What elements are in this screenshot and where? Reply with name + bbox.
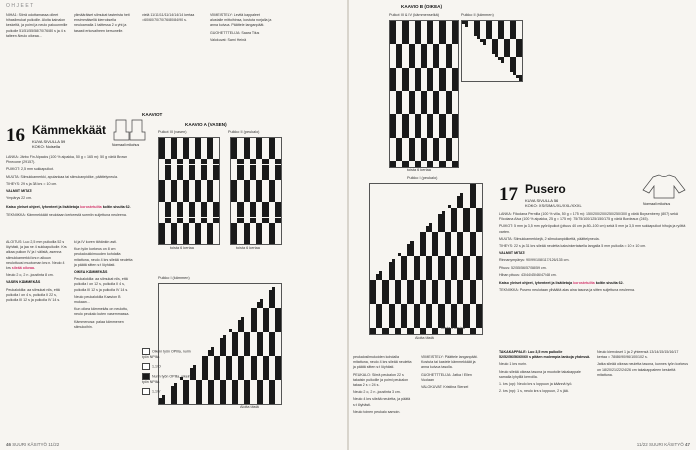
chart-caption: Puikko I (kämmen) [158, 276, 190, 280]
chart-cell [211, 401, 214, 404]
chart-cell [259, 241, 262, 244]
chart-cell [386, 331, 389, 334]
text-column: VIIMEISTELY: Levitä kappaleet alustalle mittoihinsa, kostuta norjalla ja anna kuivua. Päättele langanpäät. GUOHETTTELIJA: Saara Tilus Valokuvat: Sami Heinä [210, 13, 272, 42]
instructions-column: ki ja IV koren tähänkin asti. Kun työn korkeus on 8 cm peukaloukkimuuden kohdalta mitattuna, neulo 4 krs sileää neuletta ja päätä sitten s:t löyhästi. OIKEA KÄMMEKÄS Peukalokiila: aa silmukat nils, että puikolla I on 12 s, puikolla II 4 s, puikolla III 12 s ja puikolla IV 14 s. Neulo peukalokiila Kaavion B mukaan... Kun oikea kämmekäs on neulottu, neulo peukalo kuten vasemmassa. Kämmenosa: palaa kämmenen silmukoihin. [74, 240, 133, 329]
chart-caption: Puikko I (peukalo) [407, 176, 438, 180]
project-subtitle: KUVA SIVULLA 59 KOKO: Noisella [32, 139, 66, 150]
chart-cell [473, 331, 476, 334]
chart-cell [435, 331, 438, 334]
chart-cell [162, 401, 165, 404]
chart-cell [448, 331, 451, 334]
instructions-column: VIIMEISTELY: Päättele langanpäät. Kostuta tai kastele kämmekkäät ja anna kuivua tasolla. GUOHETTTELIJA: Jatka / Ellen Vuolaan VALOKUVAT: Kristiina Sterzel [421, 355, 478, 390]
chart-cell [479, 325, 482, 328]
chart-caption: Aloita tästä [240, 405, 259, 409]
project-number: 17 [499, 184, 518, 205]
chart-cell [483, 42, 486, 45]
text-column: ylimääräiset silmukat tasterista heti ensimmäisellä kierroksella neuloamalla 1 taittessa 2 o yht ja tasasti erkovaiheen kersunelle. [74, 13, 130, 33]
chart-cell [272, 241, 275, 244]
project-title: Pusero [525, 182, 566, 196]
legend-swatch [142, 348, 150, 355]
chart-cell [278, 178, 281, 181]
text-column: vielä 11/11/11/11/14/14/14 kertaa =60/60/70/70/76/80/84/90 s. [142, 13, 195, 23]
instructions-column: TAKAKAPPALE: Luo 3,5 mm puikolle 52/52/56/56/60/60 s pitäen molempia lankoja yhdessä. Neulo 1 krs nurin. Neulo sileää oikeaa tasona ja muotoile takakappale samalla lyhyillä kerroilla. 1. krs (op): Neulo krs s loppuun ja käännä työ. 2. krs (np): 1 s, neulo krs s loppuun, 2 s jää. [499, 350, 591, 394]
chart-cell [247, 241, 250, 244]
section-header: OHJEET [6, 3, 35, 9]
chart-cell [278, 329, 281, 332]
project-number: 16 [6, 125, 25, 146]
chart-grid [369, 183, 483, 335]
chart-grid [230, 137, 282, 245]
chart-cell [423, 331, 426, 334]
right-page [349, 0, 696, 450]
chart-cell [455, 88, 458, 91]
chart-caption: toista 6 kertaa [236, 246, 260, 250]
chart-cell [223, 401, 226, 404]
chart-caption: Puikot III (vasen) [158, 130, 187, 134]
chart-title: KAAVIO B (OIKEA) [401, 4, 443, 9]
chart-caption: Aloita tästä [415, 336, 434, 340]
chart-cell [393, 164, 396, 167]
text-column: NIHA1: Siirrä odottamassa olleet hihasilmukat puikoille. Aloita kainalon keskeltä, ja poimi ja neulo pakuunmille puikolle 51/51/55/58/70/76/80 s ja 4 s talteen.Neulo oikeaa... [6, 13, 68, 38]
chart-cell [501, 60, 504, 63]
chart-cell [162, 241, 165, 244]
instructions-column: ALOITUS: Luo 2,5 mm puikoilla 52 s löyhästi, ja jaa ne 4 sukkapuikolle. Krs alkaa puikon IV ja I välistä, asenna silmukkamerkki krs:n alkuun neulottuusi muotoman krs:n. Neulo 4 krs sileää oikeaa. Neulo 2 o, 2 n -joustinta 8 cm. VASEN KÄMMEKÄS Peukalokiila: aa silmukat nils, että puikolla I on 4 s, puikolla II 22 s, puikolla III 12 s ja puikolla IV 14 s. [6, 240, 67, 303]
chart-title: KAAVIO A (VASEN) [185, 122, 227, 127]
page-footer: 46 SUURI KÄSITYÖ 11/22 [6, 442, 60, 447]
chart-grid [461, 20, 523, 82]
chart-cell [455, 164, 458, 167]
instructions-column: Neulo kierrokset 1 ja 2 yhteensä 13/14/15/15/16/17 kertaa = 78/86/90/96/100/102 s. Jatka sileää oikeaa neuletta tasona, kunnes työn korkeus on 18/20/21/22/24/26 cm takakappaleen keskeltä mitattuna. [597, 350, 689, 377]
chart-cell [398, 331, 401, 334]
chart-cell [519, 54, 522, 57]
chart-cell [460, 331, 463, 334]
chart-cell [234, 241, 237, 244]
chart-cell [186, 241, 189, 244]
legend-swatch [142, 388, 150, 395]
project-title: Kämmekkäät [32, 123, 107, 137]
chart-cell [479, 277, 482, 280]
legend-swatch [142, 373, 150, 380]
chart-cell [174, 401, 177, 404]
chart-cell [430, 164, 433, 167]
chart-cell [278, 220, 281, 223]
chart-cell [235, 401, 238, 404]
chart-cell [198, 241, 201, 244]
chart-caption: Puikko II (peukalo) [228, 130, 260, 134]
left-page [0, 0, 347, 450]
chart-grid [389, 20, 459, 168]
chart-cell [174, 241, 177, 244]
chart-caption: toista 6 kertaa [170, 246, 194, 250]
page-footer: 11/22 SUURI KÄSITYÖ 47 [636, 442, 690, 447]
instructions-column: peukalosilmukoiden kohdalla mitattuna, neulo 4 krs sileää neuletta ja päätä sitten s:t löyhästi. PEUKALO: Siirrä peukalon 22 s takaisin puikoille ja poimi peukalon takaa 2 s = 24 s. Neulo 2 o, 2 n -joustinta 3 cm. Neulo 4 krs sileää neuletta, ja päätä s:t löyhästi. Neulo toinen peukalo samoin. [353, 355, 412, 414]
chart-cell [405, 164, 408, 167]
chart-caption: toista 5 kertaa [441, 326, 465, 330]
mitten-illustration [110, 118, 148, 146]
materials-block: LANKA: Järbo Fin Alpacks (100 % alpakka, 50 g = 165 m): 50 g väriä Brown Pinecone (29157). PUIKOT: 2,5 mm sukkapuikot. MUUTA: Silmukkamerkki, apulankaa tai silmukanpidike, päättelyneula. TIHEYS: 29 s ja 38 krs = 10 cm. VALMIIT MITAT: Ympärys 22 cm. Katso yleiset ohjeet, lyhenteet ja lisätietoja korostetuilta koltin sivulta 62. TEKNIIKKA: Kämmekkäät neulotaan kerkeestä sormiin suljettuna neuleena. [6, 155, 131, 217]
chart-cell [479, 229, 482, 232]
chart-cell [272, 401, 275, 404]
chart-legend: Oikein työn OPIlla, nurin työn NPIlla 1,1/O Nurin työn OPIlla, oikein työn NPIlla 1,1/V [142, 349, 191, 394]
chart-cell [216, 220, 219, 223]
difficulty-flag: Normaali mikohus [643, 202, 671, 206]
sweater-illustration [641, 174, 687, 200]
materials-block: LANKA: Filcolana Pernilla (100 % villa, 50 g = 175 m): 150/200/200/250/250/300 g väriä Boysenberry (807) sekä Filcolana Alva (100 % alpakka, 25 g = 175 m): 75/75/100/125/150/175 g väriä Bordeaux (245). PUIKOT: 5 mm ja 3,5 mm pyöröpuikot (pituus 40 cm ja 80–100 cm) sekä 5 mm ja 3,5 mm sukkapuikot hihoja ja ryöttä varten. MUUTA: Silmukkamerkkejä, 2 silmukanpidikettä, päättelyneula. TIHEYS: 22 s ja 31 krs sileää neuletta kaksinkertaisella langalla 5 mm puikolla = 10 x 10 cm. VALMIIT MITAT: Rinnanympärys: 90/99/108/117/126/135 cm. Pituus: 52/55/56/57/58/59 cm. Hihan pituus: 43/44/45/46/47/48 cm. Katso yleiset ohjeet, lyhenteet ja lisätietoja korostetuilta koltin sivulta 62. TEKNIIKKA: Pusero neulotaan ylhäältä alas aina tasona ja sitten suljettuna neuleena. [499, 212, 686, 293]
chart-cell [465, 24, 468, 27]
chart-cell [373, 331, 376, 334]
difficulty-flag: Normaali mikohus [112, 143, 140, 147]
chart-cell [216, 178, 219, 181]
project-subtitle: KUVA SIVULLA 56 KOKO: XS/S/M/L/XL/XXL/XXXL [525, 198, 582, 209]
chart-caption: toista 6 kertaa [407, 168, 431, 172]
chart-cell [519, 78, 522, 81]
chart-cell [210, 241, 213, 244]
legend-swatch [142, 363, 150, 370]
chart-cell [260, 401, 263, 404]
chart-cell [443, 164, 446, 167]
chart-caption: Puikot III & IV (kämmenselkä) [389, 13, 440, 17]
chart-cell [186, 401, 189, 404]
chart-grid [158, 137, 220, 245]
chart-cell [418, 164, 421, 167]
chart-cell [247, 401, 250, 404]
chart-cell [455, 135, 458, 138]
chart-cell [410, 331, 413, 334]
chart-cell [455, 41, 458, 44]
chart-cell [278, 377, 281, 380]
chart-caption: Puikko II (kämmen) [461, 13, 494, 17]
chart-cell [199, 401, 202, 404]
chart-label: KAAVIOT [142, 112, 163, 117]
